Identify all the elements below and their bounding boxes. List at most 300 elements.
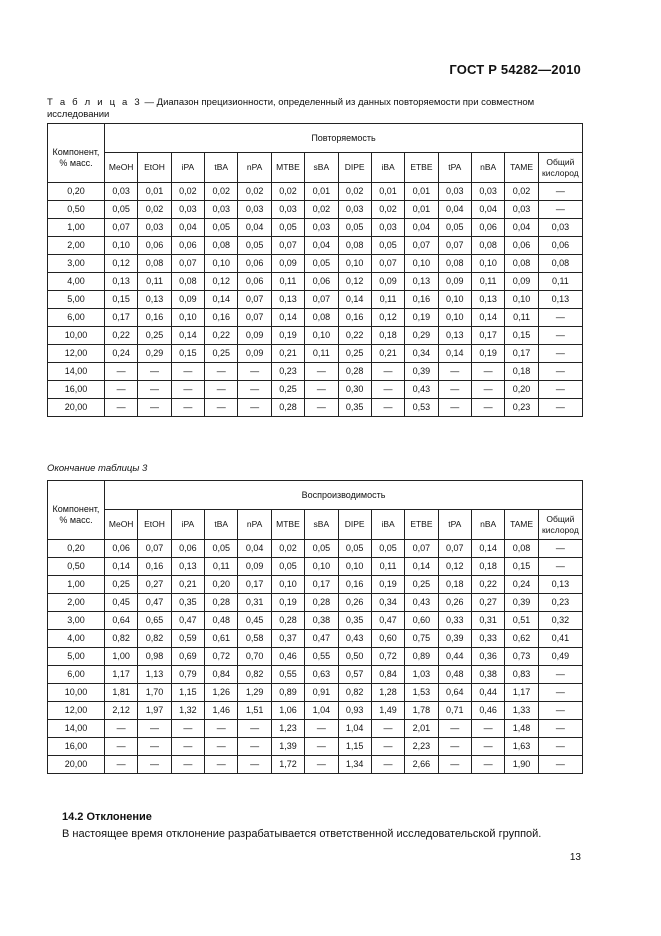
- table-cell: —: [238, 363, 271, 381]
- table-cell: 0,11: [271, 273, 304, 291]
- table-cell: 0,25: [338, 345, 371, 363]
- table-cell: 0,18: [505, 363, 539, 381]
- table-cell: 0,04: [305, 237, 338, 255]
- table-cell: 2,12: [105, 702, 138, 720]
- table-cell: 0,07: [438, 237, 471, 255]
- table-cell: 0,08: [338, 237, 371, 255]
- table-cell: 1,04: [305, 702, 338, 720]
- table-cell: 0,98: [138, 648, 171, 666]
- table-cell: 0,33: [471, 630, 504, 648]
- table-cell: 0,13: [538, 576, 582, 594]
- table-cell: 0,05: [105, 201, 138, 219]
- table-cell: 0,10: [405, 255, 438, 273]
- table-row: [48, 327, 583, 345]
- table-cell: —: [438, 738, 471, 756]
- table-cell: 0,46: [271, 648, 304, 666]
- table-cell: 0,06: [505, 237, 539, 255]
- table-cell: 0,47: [371, 612, 404, 630]
- table-cell: 1,00: [105, 648, 138, 666]
- table-cell: 0,57: [338, 666, 371, 684]
- component-value-cell: 3,00: [48, 612, 105, 630]
- column-header: tBA: [205, 510, 238, 540]
- table-cell: 0,22: [471, 576, 504, 594]
- table-cell: 0,11: [305, 345, 338, 363]
- table-cell: 0,26: [338, 594, 371, 612]
- table-cell: 0,10: [438, 309, 471, 327]
- table-cell: 0,15: [171, 345, 204, 363]
- table-cell: 0,51: [505, 612, 539, 630]
- table-cell: 0,63: [305, 666, 338, 684]
- column-header: TAME: [505, 153, 539, 183]
- table-cell: 0,28: [305, 594, 338, 612]
- table-row: [48, 702, 583, 720]
- table-cell: 0,07: [405, 540, 438, 558]
- table-cell: 0,91: [305, 684, 338, 702]
- table-cell: 0,12: [338, 273, 371, 291]
- table-cell: 0,02: [138, 201, 171, 219]
- table-cell: 0,25: [138, 327, 171, 345]
- column-header: tBA: [205, 153, 238, 183]
- table-cell: 0,28: [205, 594, 238, 612]
- table-cell: 0,03: [138, 219, 171, 237]
- table-cell: 0,28: [271, 612, 304, 630]
- table-cell: 0,79: [171, 666, 204, 684]
- table-cell: 0,03: [471, 183, 504, 201]
- table-row: [48, 273, 583, 291]
- table-cell: —: [538, 345, 582, 363]
- table-cell: —: [438, 720, 471, 738]
- component-value-cell: 10,00: [48, 684, 105, 702]
- table-cell: 0,13: [538, 291, 582, 309]
- table-cell: 1,49: [371, 702, 404, 720]
- table-cell: 0,13: [438, 327, 471, 345]
- table-cell: 0,25: [105, 576, 138, 594]
- table-cell: 0,75: [405, 630, 438, 648]
- table-cell: —: [238, 399, 271, 417]
- table-cell: 0,07: [371, 255, 404, 273]
- component-value-cell: 20,00: [48, 399, 105, 417]
- table-cell: 0,47: [171, 612, 204, 630]
- table-cell: 0,10: [505, 291, 539, 309]
- table-cell: —: [471, 756, 504, 774]
- table-cell: —: [238, 756, 271, 774]
- table-cell: 0,04: [438, 201, 471, 219]
- table-cell: —: [538, 558, 582, 576]
- table-cell: 1,63: [505, 738, 539, 756]
- table-cell: 0,64: [105, 612, 138, 630]
- table-cell: 0,19: [371, 576, 404, 594]
- table-cell: 0,05: [305, 255, 338, 273]
- table-cell: 0,20: [205, 576, 238, 594]
- table-cell: 0,21: [271, 345, 304, 363]
- table-cell: 0,23: [271, 363, 304, 381]
- table-cell: 1,39: [271, 738, 304, 756]
- table-cell: 0,10: [105, 237, 138, 255]
- component-value-cell: 6,00: [48, 309, 105, 327]
- table-cell: —: [138, 381, 171, 399]
- table-cell: 0,89: [271, 684, 304, 702]
- repeatability-table: [47, 123, 583, 417]
- table-row: [48, 291, 583, 309]
- table-cell: —: [171, 399, 204, 417]
- table-cell: —: [171, 363, 204, 381]
- component-value-cell: 1,00: [48, 576, 105, 594]
- table-cell: —: [471, 381, 504, 399]
- component-value-cell: 12,00: [48, 345, 105, 363]
- table-cell: 0,47: [138, 594, 171, 612]
- table-cell: —: [305, 756, 338, 774]
- table-cell: 0,35: [171, 594, 204, 612]
- table-cell: 1,17: [505, 684, 539, 702]
- table-cell: 0,07: [105, 219, 138, 237]
- table-cell: 0,34: [405, 345, 438, 363]
- table-cell: 0,17: [305, 576, 338, 594]
- table-cell: 0,26: [438, 594, 471, 612]
- table-cell: 0,12: [205, 273, 238, 291]
- table-cell: 0,34: [371, 594, 404, 612]
- table-row: [48, 201, 583, 219]
- table-cell: 0,28: [271, 399, 304, 417]
- table-cell: 0,11: [371, 558, 404, 576]
- table-cell: —: [471, 738, 504, 756]
- table-cell: 0,10: [438, 291, 471, 309]
- table-cell: 0,06: [305, 273, 338, 291]
- table-cell: 0,18: [471, 558, 504, 576]
- table-cell: 0,05: [305, 540, 338, 558]
- table-cell: 0,82: [138, 630, 171, 648]
- table-cell: 0,06: [238, 273, 271, 291]
- table-cell: 0,25: [405, 576, 438, 594]
- component-value-cell: 0,50: [48, 558, 105, 576]
- table-cell: 0,25: [205, 345, 238, 363]
- table-cell: 0,12: [438, 558, 471, 576]
- table-row: [48, 255, 583, 273]
- table-cell: 0,10: [338, 255, 371, 273]
- table-cell: 0,37: [271, 630, 304, 648]
- table-cell: —: [371, 381, 404, 399]
- table-cell: 0,53: [405, 399, 438, 417]
- column-header: tPA: [438, 510, 471, 540]
- table-cell: 0,09: [371, 273, 404, 291]
- component-value-cell: 4,00: [48, 630, 105, 648]
- table-cell: 0,08: [505, 255, 539, 273]
- table-cell: 0,83: [505, 666, 539, 684]
- table-cell: 0,39: [505, 594, 539, 612]
- table-cell: 1,78: [405, 702, 438, 720]
- table-cell: 0,29: [405, 327, 438, 345]
- table-cell: 0,55: [271, 666, 304, 684]
- section-heading: [62, 811, 152, 823]
- table-row: [48, 630, 583, 648]
- table-cell: 0,17: [105, 309, 138, 327]
- table-cell: 0,06: [105, 540, 138, 558]
- table-cell: —: [538, 684, 582, 702]
- table-cell: 0,16: [138, 309, 171, 327]
- table-cell: —: [205, 720, 238, 738]
- table-cell: —: [538, 399, 582, 417]
- table-cell: 0,09: [238, 327, 271, 345]
- table-cell: 0,01: [371, 183, 404, 201]
- component-value-cell: 6,00: [48, 666, 105, 684]
- component-value-cell: 5,00: [48, 648, 105, 666]
- table-row: [48, 237, 583, 255]
- table-cell: 0,07: [305, 291, 338, 309]
- table-cell: —: [305, 363, 338, 381]
- table-cell: 0,05: [338, 540, 371, 558]
- table-cell: 0,31: [238, 594, 271, 612]
- table-cell: 0,30: [338, 381, 371, 399]
- table-cell: 0,02: [271, 183, 304, 201]
- table1-caption-text: — Диапазон прецизионности, определенный из данных повторяемости при совместном исследовании: [47, 97, 535, 120]
- table-row: [48, 399, 583, 417]
- column-header: sBA: [305, 153, 338, 183]
- table-cell: —: [105, 720, 138, 738]
- table-cell: 0,02: [338, 183, 371, 201]
- component-value-cell: 16,00: [48, 738, 105, 756]
- table-cell: 0,08: [171, 273, 204, 291]
- table-cell: 0,07: [438, 540, 471, 558]
- table-cell: 1,32: [171, 702, 204, 720]
- table-row: [48, 612, 583, 630]
- table-cell: 0,35: [338, 399, 371, 417]
- table-cell: —: [305, 381, 338, 399]
- table-row: [48, 648, 583, 666]
- component-value-cell: 1,00: [48, 219, 105, 237]
- table-cell: 0,02: [505, 183, 539, 201]
- table-cell: 0,16: [338, 309, 371, 327]
- table-cell: 0,06: [171, 540, 204, 558]
- component-value-cell: 5,00: [48, 291, 105, 309]
- table-cell: 0,27: [138, 576, 171, 594]
- table-cell: —: [105, 399, 138, 417]
- table-cell: 0,06: [238, 255, 271, 273]
- table-cell: 0,43: [405, 381, 438, 399]
- table-cell: —: [538, 666, 582, 684]
- component-value-cell: 3,00: [48, 255, 105, 273]
- table-cell: 0,33: [438, 612, 471, 630]
- column-header: MTBE: [271, 510, 304, 540]
- section-number: 14.2: [62, 811, 84, 823]
- table-cell: —: [538, 327, 582, 345]
- table-cell: —: [171, 756, 204, 774]
- table-cell: 0,48: [438, 666, 471, 684]
- table-cell: 0,05: [438, 219, 471, 237]
- table-cell: 0,19: [271, 594, 304, 612]
- table-cell: 0,69: [171, 648, 204, 666]
- column-header: sBA: [305, 510, 338, 540]
- table-cell: 0,25: [271, 381, 304, 399]
- table-cell: 1,48: [505, 720, 539, 738]
- table-cell: 0,09: [505, 273, 539, 291]
- table-cell: 1,29: [238, 684, 271, 702]
- group-header: Воспроизводимость: [105, 481, 583, 510]
- table-cell: —: [371, 399, 404, 417]
- table-cell: 0,12: [105, 255, 138, 273]
- table-cell: 0,22: [205, 327, 238, 345]
- table-row: [48, 558, 583, 576]
- table-cell: —: [205, 756, 238, 774]
- table-cell: 0,71: [438, 702, 471, 720]
- table-cell: 0,05: [338, 219, 371, 237]
- table-cell: —: [205, 381, 238, 399]
- table-cell: 0,44: [471, 684, 504, 702]
- table-cell: 0,59: [171, 630, 204, 648]
- table-cell: 0,02: [238, 183, 271, 201]
- table-cell: 0,60: [405, 612, 438, 630]
- column-header: tPA: [438, 153, 471, 183]
- table-cell: 0,89: [405, 648, 438, 666]
- table-cell: 0,06: [538, 237, 582, 255]
- table-cell: 0,47: [305, 630, 338, 648]
- table-cell: 1,81: [105, 684, 138, 702]
- table-cell: 0,14: [271, 309, 304, 327]
- table-cell: 0,15: [505, 327, 539, 345]
- table-cell: 0,03: [238, 201, 271, 219]
- component-header: Компонент, % масс.: [48, 124, 105, 183]
- table-cell: 0,09: [171, 291, 204, 309]
- table-cell: 0,15: [105, 291, 138, 309]
- document-code: ГОСТ Р 54282—2010: [449, 62, 581, 77]
- table-cell: 0,17: [471, 327, 504, 345]
- table-cell: 0,65: [138, 612, 171, 630]
- table-cell: 0,35: [338, 612, 371, 630]
- table-cell: —: [538, 702, 582, 720]
- section-paragraph: В настоящее время отклонение разрабатывается ответственной исследовательской группой.: [62, 828, 542, 840]
- table-cell: 0,03: [538, 219, 582, 237]
- table-cell: 0,06: [171, 237, 204, 255]
- table-cell: 0,04: [171, 219, 204, 237]
- table-cell: 0,82: [338, 684, 371, 702]
- table-cell: 0,16: [405, 291, 438, 309]
- table-cell: 0,05: [205, 219, 238, 237]
- column-header: ETBE: [405, 510, 438, 540]
- table-cell: —: [105, 363, 138, 381]
- table-cell: 1,13: [138, 666, 171, 684]
- table-cell: —: [471, 720, 504, 738]
- table-cell: 0,01: [405, 183, 438, 201]
- table-cell: —: [371, 720, 404, 738]
- table-cell: —: [138, 363, 171, 381]
- table-cell: 0,60: [371, 630, 404, 648]
- table-row: [48, 309, 583, 327]
- component-value-cell: 2,00: [48, 237, 105, 255]
- table-cell: 0,13: [405, 273, 438, 291]
- table-cell: —: [205, 363, 238, 381]
- table-cell: 0,03: [438, 183, 471, 201]
- table-cell: 0,02: [305, 201, 338, 219]
- table-cell: 0,62: [505, 630, 539, 648]
- table-cell: 0,32: [538, 612, 582, 630]
- table-cell: —: [138, 399, 171, 417]
- table-cell: 0,05: [371, 237, 404, 255]
- table-cell: 0,11: [505, 309, 539, 327]
- component-value-cell: 2,00: [48, 594, 105, 612]
- table-row: [48, 720, 583, 738]
- table-cell: 0,09: [271, 255, 304, 273]
- table-cell: 1,04: [338, 720, 371, 738]
- column-header: Общий кислород: [538, 510, 582, 540]
- table-cell: 0,16: [138, 558, 171, 576]
- table-cell: 0,03: [171, 201, 204, 219]
- component-value-cell: 4,00: [48, 273, 105, 291]
- table-cell: 0,14: [471, 540, 504, 558]
- table-cell: 0,04: [238, 219, 271, 237]
- table-cell: 0,24: [505, 576, 539, 594]
- table-cell: 0,14: [405, 558, 438, 576]
- table-row: [48, 183, 583, 201]
- table-cell: 1,97: [138, 702, 171, 720]
- table-cell: 2,01: [405, 720, 438, 738]
- table-cell: 0,18: [371, 327, 404, 345]
- table-cell: 0,39: [438, 630, 471, 648]
- table-cell: 0,14: [171, 327, 204, 345]
- component-value-cell: 0,20: [48, 540, 105, 558]
- table-cell: 0,19: [471, 345, 504, 363]
- table-cell: 0,82: [238, 666, 271, 684]
- component-value-cell: 10,00: [48, 327, 105, 345]
- table-cell: 0,14: [105, 558, 138, 576]
- table2-caption: Окончание таблицы 3: [47, 463, 148, 474]
- table-cell: 0,12: [371, 309, 404, 327]
- table-cell: 0,07: [138, 540, 171, 558]
- table-cell: —: [538, 540, 582, 558]
- table-cell: 0,13: [471, 291, 504, 309]
- table-cell: 0,07: [171, 255, 204, 273]
- table-cell: 1,26: [205, 684, 238, 702]
- table-row: [48, 576, 583, 594]
- table-cell: —: [438, 363, 471, 381]
- table-cell: 0,70: [238, 648, 271, 666]
- group-header: Повторяемость: [105, 124, 583, 153]
- table-row: [48, 666, 583, 684]
- column-header: MeOH: [105, 510, 138, 540]
- reproducibility-table: [47, 480, 583, 774]
- column-header-row: [48, 510, 583, 540]
- table-cell: —: [305, 720, 338, 738]
- table-cell: 0,08: [205, 237, 238, 255]
- column-header: nBA: [471, 153, 504, 183]
- table-cell: 0,07: [238, 291, 271, 309]
- table-cell: 0,10: [471, 255, 504, 273]
- table-cell: 0,01: [405, 201, 438, 219]
- page-number: 13: [569, 852, 581, 863]
- table-cell: 0,21: [171, 576, 204, 594]
- table-cell: 0,19: [271, 327, 304, 345]
- column-header: iPA: [171, 153, 204, 183]
- table-cell: 0,45: [238, 612, 271, 630]
- table-cell: 0,13: [271, 291, 304, 309]
- table-cell: 0,20: [505, 381, 539, 399]
- table-cell: 0,08: [438, 255, 471, 273]
- table-cell: 0,38: [305, 612, 338, 630]
- table-cell: 0,16: [205, 309, 238, 327]
- table-cell: 0,23: [505, 399, 539, 417]
- table-cell: 0,14: [205, 291, 238, 309]
- table-cell: 0,07: [238, 309, 271, 327]
- table-cell: 0,61: [205, 630, 238, 648]
- component-value-cell: 12,00: [48, 702, 105, 720]
- table-cell: 0,01: [138, 183, 171, 201]
- column-header: nPA: [238, 510, 271, 540]
- table-cell: 0,93: [338, 702, 371, 720]
- table-cell: 0,29: [138, 345, 171, 363]
- table-cell: 0,39: [405, 363, 438, 381]
- table-cell: —: [305, 738, 338, 756]
- table-cell: 0,08: [138, 255, 171, 273]
- table-cell: 0,11: [471, 273, 504, 291]
- table-cell: 0,43: [338, 630, 371, 648]
- table-cell: 0,05: [205, 540, 238, 558]
